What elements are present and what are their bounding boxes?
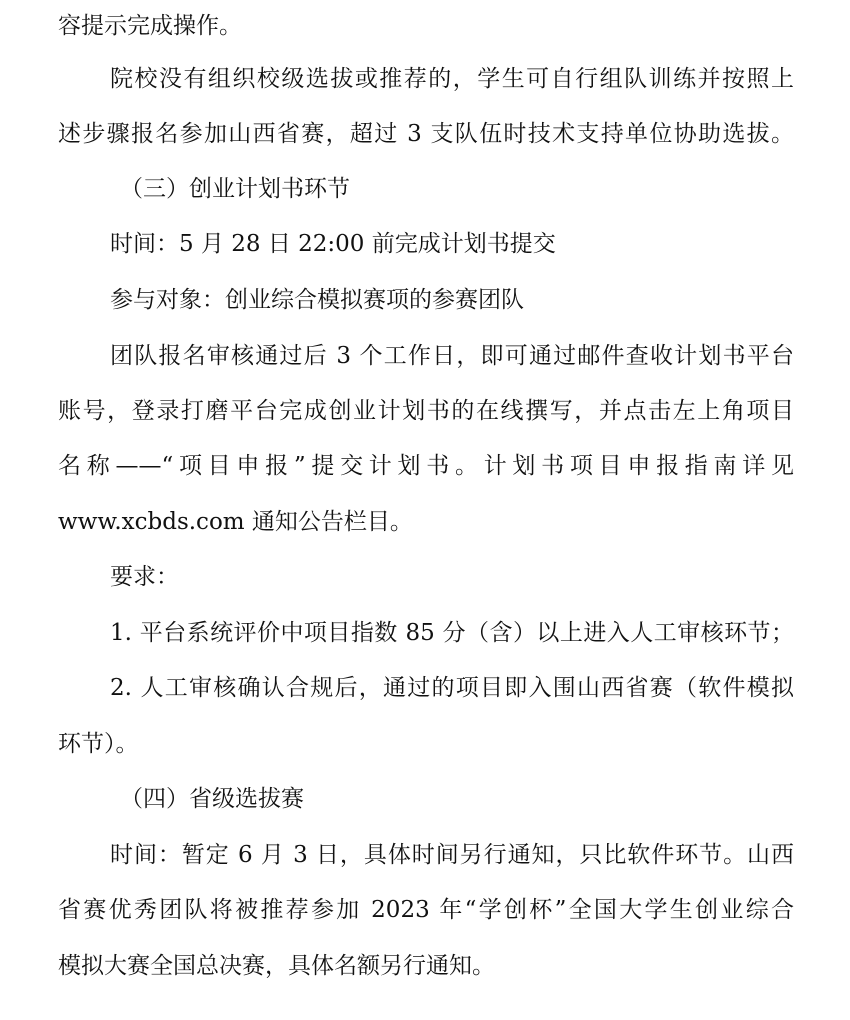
text-line: 环节）。 xyxy=(58,731,139,757)
list-item: 1. 平台系统评价中项目指数 85 分（含）以上进入人工审核环节； xyxy=(110,620,794,646)
list-item: 2. 人工审核确认合规后，通过的项目即入围山西省赛（软件模拟 xyxy=(110,675,794,701)
text-line: 时间：暂定 6 月 3 日，具体时间另行通知，只比软件环节。山西 xyxy=(110,842,794,868)
text-line: 参与对象：创业综合模拟赛项的参赛团队 xyxy=(110,287,524,313)
section-heading: （三）创业计划书环节 xyxy=(120,176,350,202)
text-line: 账号，登录打磨平台完成创业计划书的在线撰写，并点击左上角项目 xyxy=(58,398,794,424)
text-line: 模拟大赛全国总决赛，具体名额另行通知。 xyxy=(58,953,495,979)
text-line: 容提示完成操作。 xyxy=(58,13,242,39)
text-line: 团队报名审核通过后 3 个工作日，即可通过邮件查收计划书平台 xyxy=(110,343,794,369)
text-line: 名称——“项目申报”提交计划书。计划书项目申报指南详见 xyxy=(58,453,794,479)
text-line: 要求： xyxy=(110,564,179,590)
text-line: 省赛优秀团队将被推荐参加 2023 年“学创杯”全国大学生创业综合 xyxy=(58,897,794,923)
text-line: www.xcbds.com 通知公告栏目。 xyxy=(58,509,413,535)
text-line: 时间：5 月 28 日 22:00 前完成计划书提交 xyxy=(110,231,556,257)
section-heading: （四）省级选拔赛 xyxy=(120,786,304,812)
text-line: 院校没有组织校级选拔或推荐的，学生可自行组队训练并按照上 xyxy=(110,66,794,92)
text-line: 述步骤报名参加山西省赛，超过 3 支队伍时技术支持单位协助选拔。 xyxy=(58,121,794,147)
